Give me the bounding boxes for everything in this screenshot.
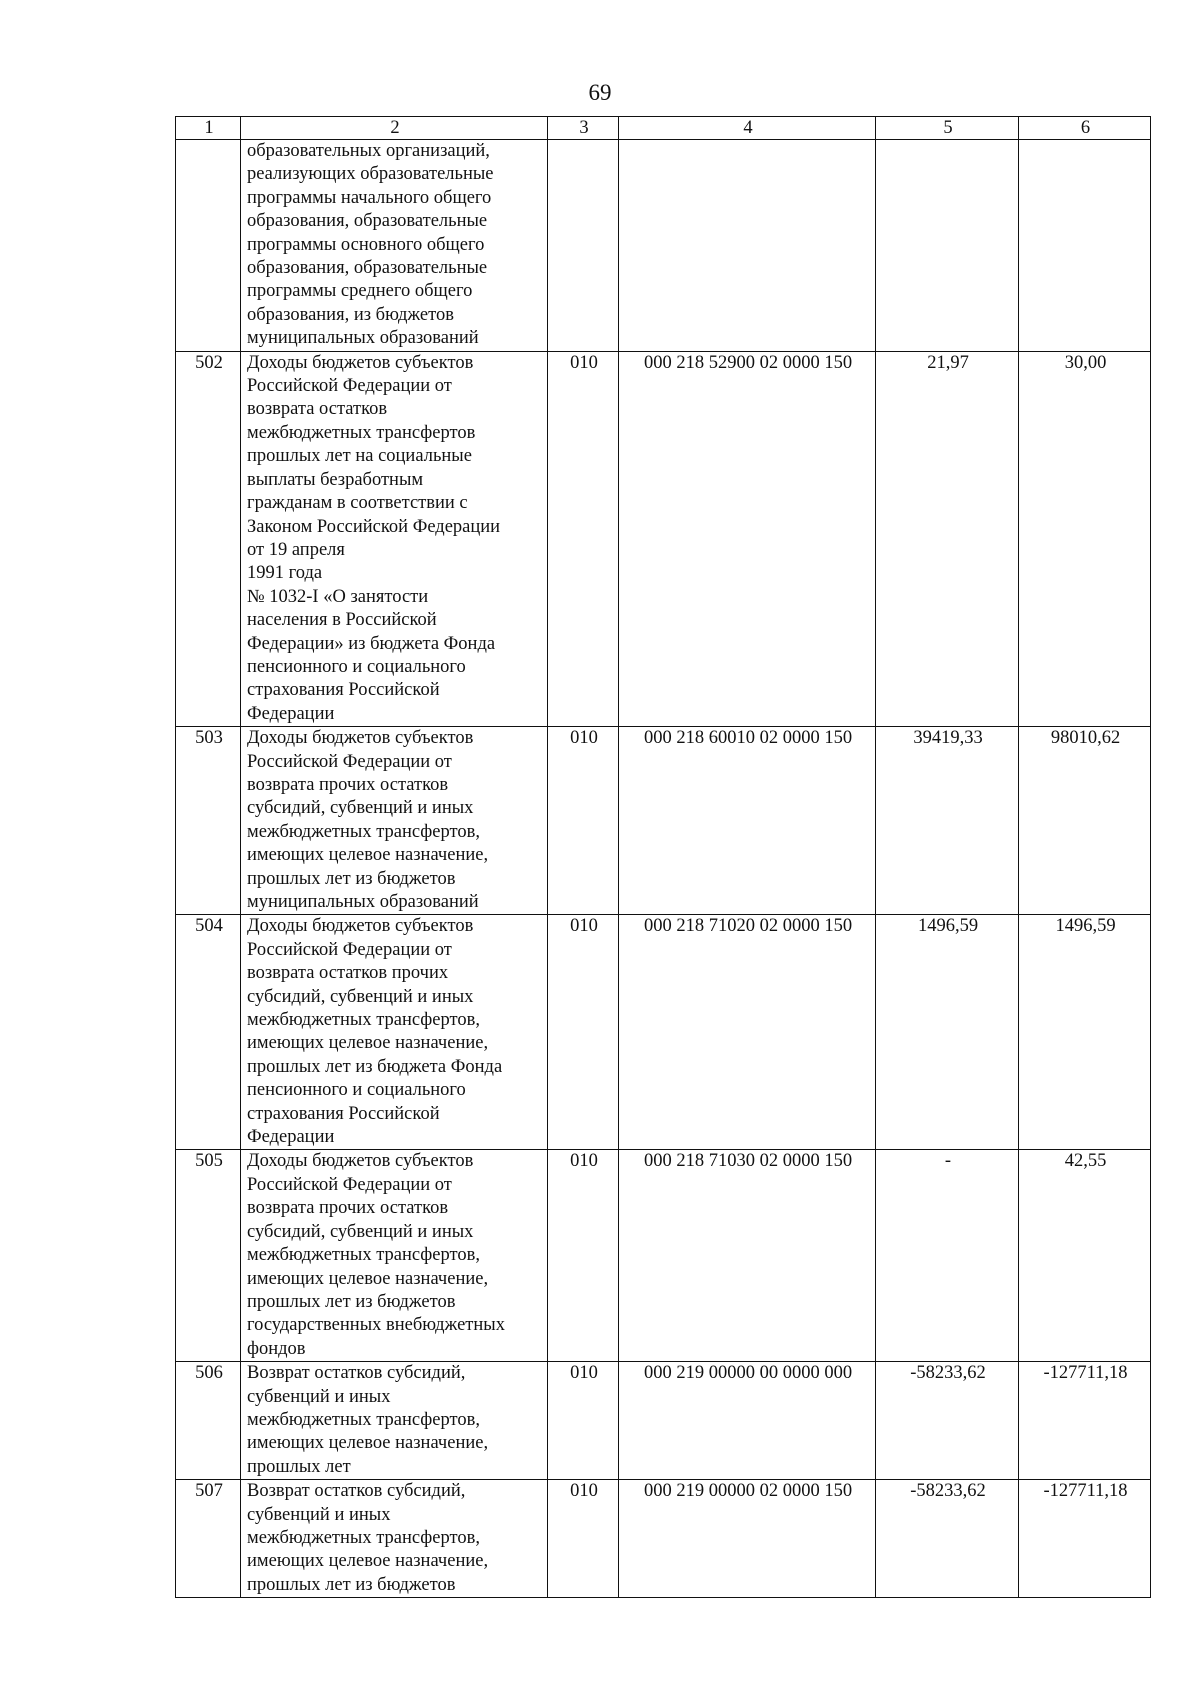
- header-col-6: 6: [1019, 117, 1151, 140]
- table-row: [176, 351, 1151, 727]
- row-value-5: -: [876, 1150, 1019, 1362]
- table-header-row: [176, 117, 1151, 140]
- row-value-5: 1496,59: [876, 915, 1019, 1150]
- row-classification-code: [619, 140, 876, 352]
- table-row: [176, 1150, 1151, 1362]
- header-col-5: 5: [876, 117, 1019, 140]
- header-col-3: 3: [548, 117, 619, 140]
- row-admin-code: [548, 140, 619, 352]
- row-number: 503: [176, 727, 241, 915]
- row-classification-code: 000 219 00000 00 0000 000: [619, 1362, 876, 1480]
- row-name: Доходы бюджетов субъектов Российской Федерации от возврата прочих остатков субсидий, субвенций и иных межбюджетных трансфертов, имеющих целевое назначение, прошлых лет из бюджетов государственных внебюджетных фондов: [241, 1150, 548, 1362]
- row-admin-code: 010: [548, 1362, 619, 1480]
- row-value-6: 1496,59: [1019, 915, 1151, 1150]
- row-admin-code: 010: [548, 727, 619, 915]
- row-name: Доходы бюджетов субъектов Российской Федерации от возврата остатков прочих субсидий, субвенций и иных межбюджетных трансфертов, имеющих целевое назначение, прошлых лет из бюджета Фонда пенсионного и социального страхования Российской Федерации: [241, 915, 548, 1150]
- row-value-6: -127711,18: [1019, 1362, 1151, 1480]
- row-name: Возврат остатков субсидий, субвенций и иных межбюджетных трансфертов, имеющих целевое назначение, прошлых лет из бюджетов: [241, 1480, 548, 1598]
- row-admin-code: 010: [548, 915, 619, 1150]
- row-number: [176, 140, 241, 352]
- row-classification-code: 000 218 71030 02 0000 150: [619, 1150, 876, 1362]
- row-admin-code: 010: [548, 1480, 619, 1598]
- row-value-5: 21,97: [876, 351, 1019, 727]
- row-value-5: -58233,62: [876, 1480, 1019, 1598]
- row-number: 502: [176, 351, 241, 727]
- row-value-5: 39419,33: [876, 727, 1019, 915]
- row-classification-code: 000 218 71020 02 0000 150: [619, 915, 876, 1150]
- row-classification-code: 000 218 52900 02 0000 150: [619, 351, 876, 727]
- row-number: 505: [176, 1150, 241, 1362]
- row-name: Доходы бюджетов субъектов Российской Федерации от возврата остатков межбюджетных трансфертов прошлых лет на социальные выплаты безработным гражданам в соответствии с Законом Российской Федерации от 19 апреля 1991 года № 1032-I «О занятости населения в Российской Федерации» из бюджета Фонда пенсионного и социального страхования Российской Федерации: [241, 351, 548, 727]
- row-value-6: 42,55: [1019, 1150, 1151, 1362]
- table-row: [176, 727, 1151, 915]
- table-row: [176, 140, 1151, 352]
- row-classification-code: 000 219 00000 02 0000 150: [619, 1480, 876, 1598]
- row-name: Возврат остатков субсидий, субвенций и иных межбюджетных трансфертов, имеющих целевое назначение, прошлых лет: [241, 1362, 548, 1480]
- row-value-6: 98010,62: [1019, 727, 1151, 915]
- table-row: [176, 1362, 1151, 1480]
- header-col-1: 1: [176, 117, 241, 140]
- table-row: [176, 915, 1151, 1150]
- row-value-6: -127711,18: [1019, 1480, 1151, 1598]
- row-admin-code: 010: [548, 351, 619, 727]
- row-number: 506: [176, 1362, 241, 1480]
- row-name: образовательных организаций, реализующих образовательные программы начального общего образования, образовательные программы основного общего образования, образовательные программы среднего общего образования, из бюджетов муниципальных образований: [241, 140, 548, 352]
- row-value-6: 30,00: [1019, 351, 1151, 727]
- row-number: 504: [176, 915, 241, 1150]
- row-number: 507: [176, 1480, 241, 1598]
- table-row: [176, 1480, 1151, 1598]
- row-value-6: [1019, 140, 1151, 352]
- page-number: 69: [588, 80, 612, 105]
- header-col-4: 4: [619, 117, 876, 140]
- row-value-5: [876, 140, 1019, 352]
- row-value-5: -58233,62: [876, 1362, 1019, 1480]
- row-classification-code: 000 218 60010 02 0000 150: [619, 727, 876, 915]
- row-name: Доходы бюджетов субъектов Российской Федерации от возврата прочих остатков субсидий, субвенций и иных межбюджетных трансфертов, имеющих целевое назначение, прошлых лет из бюджетов муниципальных образований: [241, 727, 548, 915]
- row-admin-code: 010: [548, 1150, 619, 1362]
- header-col-2: 2: [241, 117, 548, 140]
- budget-table: [175, 116, 1151, 1598]
